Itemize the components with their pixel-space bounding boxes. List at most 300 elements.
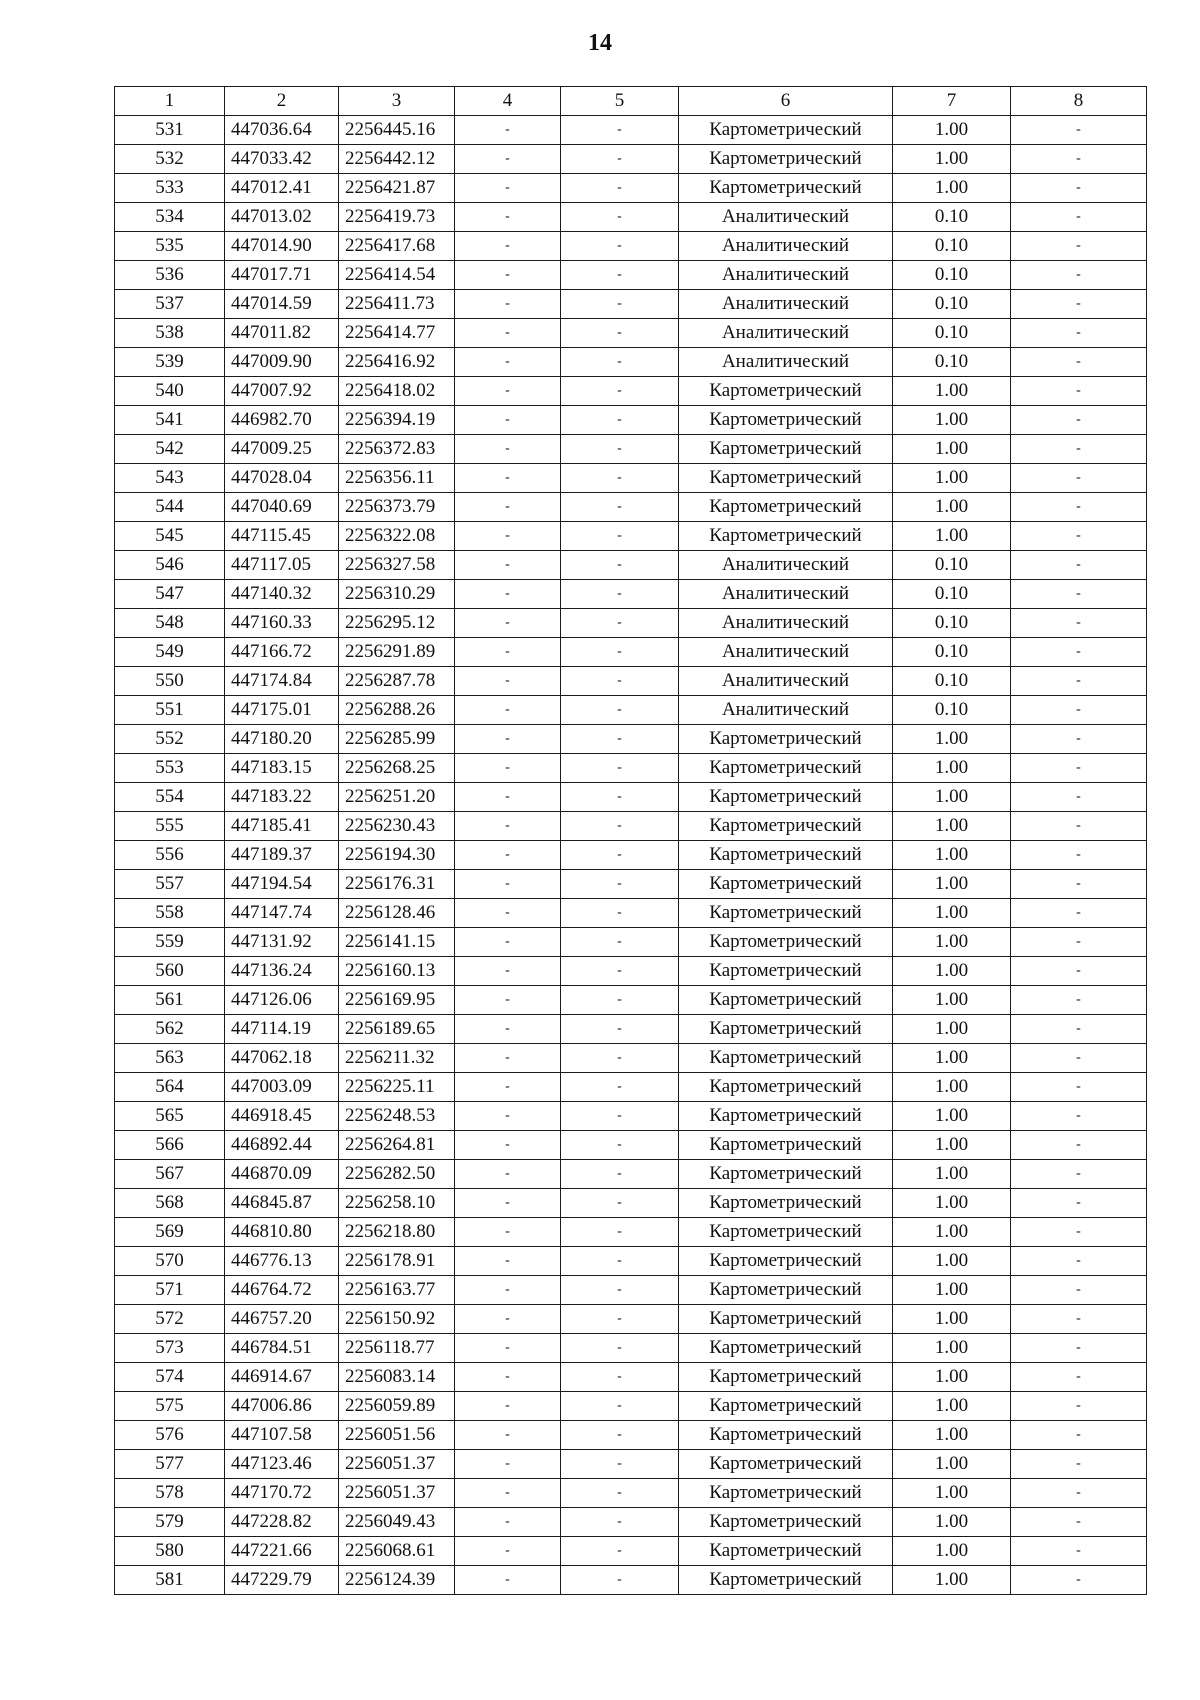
cell-col-4: - xyxy=(455,1218,561,1247)
cell-coord-x: 446845.87 xyxy=(225,1189,339,1218)
cell-accuracy: 1.00 xyxy=(893,870,1011,899)
cell-col-5: - xyxy=(561,1015,679,1044)
cell-coord-x: 446784.51 xyxy=(225,1334,339,1363)
cell-col-5: - xyxy=(561,928,679,957)
cell-col-5: - xyxy=(561,1073,679,1102)
cell-col-5: - xyxy=(561,203,679,232)
table-row xyxy=(115,1537,1147,1566)
cell-method: Картометрический xyxy=(679,725,893,754)
cell-point-number: 555 xyxy=(115,812,225,841)
cell-method: Картометрический xyxy=(679,174,893,203)
cell-coord-x: 447160.33 xyxy=(225,609,339,638)
cell-col-8: - xyxy=(1011,957,1147,986)
cell-coord-y: 2256118.77 xyxy=(339,1334,455,1363)
cell-point-number: 578 xyxy=(115,1479,225,1508)
table-row xyxy=(115,348,1147,377)
table-row xyxy=(115,1044,1147,1073)
cell-col-4: - xyxy=(455,261,561,290)
cell-col-4: - xyxy=(455,1363,561,1392)
cell-coord-x: 447033.42 xyxy=(225,145,339,174)
cell-point-number: 553 xyxy=(115,754,225,783)
cell-col-4: - xyxy=(455,1305,561,1334)
cell-col-4: - xyxy=(455,1073,561,1102)
cell-coord-y: 2256373.79 xyxy=(339,493,455,522)
cell-col-8: - xyxy=(1011,696,1147,725)
cell-col-8: - xyxy=(1011,1218,1147,1247)
cell-method: Картометрический xyxy=(679,1334,893,1363)
cell-accuracy: 0.10 xyxy=(893,696,1011,725)
column-header-4: 4 xyxy=(455,87,561,116)
cell-coord-y: 2256291.89 xyxy=(339,638,455,667)
cell-method: Картометрический xyxy=(679,1160,893,1189)
cell-col-4: - xyxy=(455,406,561,435)
cell-accuracy: 1.00 xyxy=(893,1450,1011,1479)
cell-col-8: - xyxy=(1011,1015,1147,1044)
cell-coord-y: 2256051.37 xyxy=(339,1479,455,1508)
cell-col-4: - xyxy=(455,1508,561,1537)
cell-col-8: - xyxy=(1011,1334,1147,1363)
cell-point-number: 552 xyxy=(115,725,225,754)
cell-col-5: - xyxy=(561,580,679,609)
cell-col-4: - xyxy=(455,667,561,696)
cell-point-number: 547 xyxy=(115,580,225,609)
cell-coord-y: 2256414.54 xyxy=(339,261,455,290)
table-row xyxy=(115,928,1147,957)
cell-point-number: 548 xyxy=(115,609,225,638)
cell-col-8: - xyxy=(1011,348,1147,377)
cell-col-5: - xyxy=(561,406,679,435)
cell-col-4: - xyxy=(455,928,561,957)
cell-col-5: - xyxy=(561,1363,679,1392)
cell-method: Картометрический xyxy=(679,1102,893,1131)
cell-col-8: - xyxy=(1011,1044,1147,1073)
table-row xyxy=(115,1131,1147,1160)
table-row xyxy=(115,174,1147,203)
cell-coord-y: 2256049.43 xyxy=(339,1508,455,1537)
cell-col-8: - xyxy=(1011,1566,1147,1595)
cell-coord-x: 447221.66 xyxy=(225,1537,339,1566)
cell-coord-y: 2256150.92 xyxy=(339,1305,455,1334)
cell-point-number: 535 xyxy=(115,232,225,261)
cell-col-4: - xyxy=(455,1015,561,1044)
cell-col-4: - xyxy=(455,551,561,580)
cell-method: Картометрический xyxy=(679,1537,893,1566)
cell-coord-x: 447003.09 xyxy=(225,1073,339,1102)
cell-coord-x: 447117.05 xyxy=(225,551,339,580)
cell-coord-x: 447185.41 xyxy=(225,812,339,841)
cell-accuracy: 1.00 xyxy=(893,116,1011,145)
cell-accuracy: 1.00 xyxy=(893,1044,1011,1073)
cell-coord-x: 447174.84 xyxy=(225,667,339,696)
table-row xyxy=(115,1392,1147,1421)
cell-col-5: - xyxy=(561,696,679,725)
cell-coord-x: 447183.15 xyxy=(225,754,339,783)
cell-coord-x: 447136.24 xyxy=(225,957,339,986)
table-row xyxy=(115,1363,1147,1392)
cell-col-4: - xyxy=(455,870,561,899)
cell-col-4: - xyxy=(455,957,561,986)
table-row xyxy=(115,1566,1147,1595)
cell-method: Картометрический xyxy=(679,522,893,551)
cell-coord-x: 446757.20 xyxy=(225,1305,339,1334)
cell-point-number: 573 xyxy=(115,1334,225,1363)
cell-accuracy: 1.00 xyxy=(893,1276,1011,1305)
cell-col-8: - xyxy=(1011,493,1147,522)
cell-col-5: - xyxy=(561,174,679,203)
table-row xyxy=(115,783,1147,812)
cell-accuracy: 1.00 xyxy=(893,1537,1011,1566)
cell-col-4: - xyxy=(455,638,561,667)
cell-col-8: - xyxy=(1011,1102,1147,1131)
cell-coord-x: 447166.72 xyxy=(225,638,339,667)
cell-method: Аналитический xyxy=(679,232,893,261)
cell-coord-x: 447014.59 xyxy=(225,290,339,319)
cell-coord-y: 2256251.20 xyxy=(339,783,455,812)
cell-coord-x: 447009.90 xyxy=(225,348,339,377)
cell-coord-y: 2256176.31 xyxy=(339,870,455,899)
cell-col-4: - xyxy=(455,986,561,1015)
cell-method: Аналитический xyxy=(679,609,893,638)
cell-col-5: - xyxy=(561,493,679,522)
cell-coord-y: 2256421.87 xyxy=(339,174,455,203)
cell-accuracy: 1.00 xyxy=(893,1421,1011,1450)
cell-col-4: - xyxy=(455,754,561,783)
cell-accuracy: 1.00 xyxy=(893,841,1011,870)
table-row xyxy=(115,696,1147,725)
table-row xyxy=(115,754,1147,783)
cell-col-5: - xyxy=(561,899,679,928)
cell-coord-x: 447123.46 xyxy=(225,1450,339,1479)
page-number: 14 xyxy=(588,30,612,56)
cell-accuracy: 1.00 xyxy=(893,377,1011,406)
cell-col-8: - xyxy=(1011,1479,1147,1508)
cell-point-number: 572 xyxy=(115,1305,225,1334)
cell-method: Картометрический xyxy=(679,1508,893,1537)
cell-point-number: 549 xyxy=(115,638,225,667)
cell-col-4: - xyxy=(455,609,561,638)
cell-method: Картометрический xyxy=(679,870,893,899)
coordinates-table xyxy=(114,86,1147,1595)
cell-coord-y: 2256218.80 xyxy=(339,1218,455,1247)
cell-col-8: - xyxy=(1011,1363,1147,1392)
cell-method: Картометрический xyxy=(679,1015,893,1044)
table-row xyxy=(115,1276,1147,1305)
cell-point-number: 537 xyxy=(115,290,225,319)
cell-point-number: 557 xyxy=(115,870,225,899)
cell-accuracy: 0.10 xyxy=(893,667,1011,696)
cell-col-8: - xyxy=(1011,1160,1147,1189)
cell-point-number: 533 xyxy=(115,174,225,203)
cell-coord-x: 447014.90 xyxy=(225,232,339,261)
cell-point-number: 538 xyxy=(115,319,225,348)
cell-point-number: 564 xyxy=(115,1073,225,1102)
cell-col-5: - xyxy=(561,1218,679,1247)
cell-accuracy: 1.00 xyxy=(893,725,1011,754)
cell-col-5: - xyxy=(561,841,679,870)
cell-accuracy: 0.10 xyxy=(893,348,1011,377)
cell-accuracy: 1.00 xyxy=(893,522,1011,551)
table-row xyxy=(115,319,1147,348)
cell-accuracy: 1.00 xyxy=(893,145,1011,174)
cell-col-5: - xyxy=(561,1305,679,1334)
cell-coord-x: 447107.58 xyxy=(225,1421,339,1450)
table-row xyxy=(115,580,1147,609)
cell-col-5: - xyxy=(561,145,679,174)
cell-point-number: 569 xyxy=(115,1218,225,1247)
cell-col-8: - xyxy=(1011,1450,1147,1479)
cell-accuracy: 0.10 xyxy=(893,232,1011,261)
cell-coord-y: 2256124.39 xyxy=(339,1566,455,1595)
table-row xyxy=(115,957,1147,986)
cell-method: Картометрический xyxy=(679,406,893,435)
cell-coord-y: 2256372.83 xyxy=(339,435,455,464)
table-row xyxy=(115,551,1147,580)
cell-col-4: - xyxy=(455,1160,561,1189)
cell-method: Картометрический xyxy=(679,116,893,145)
cell-col-4: - xyxy=(455,783,561,812)
cell-accuracy: 1.00 xyxy=(893,464,1011,493)
cell-col-4: - xyxy=(455,319,561,348)
cell-coord-x: 447194.54 xyxy=(225,870,339,899)
cell-coord-x: 447006.86 xyxy=(225,1392,339,1421)
cell-col-5: - xyxy=(561,551,679,580)
cell-col-4: - xyxy=(455,1421,561,1450)
cell-col-4: - xyxy=(455,232,561,261)
cell-col-8: - xyxy=(1011,1421,1147,1450)
cell-accuracy: 1.00 xyxy=(893,1479,1011,1508)
cell-col-4: - xyxy=(455,377,561,406)
cell-coord-y: 2256414.77 xyxy=(339,319,455,348)
cell-coord-x: 447013.02 xyxy=(225,203,339,232)
cell-col-5: - xyxy=(561,667,679,696)
cell-coord-y: 2256169.95 xyxy=(339,986,455,1015)
cell-point-number: 579 xyxy=(115,1508,225,1537)
cell-coord-y: 2256356.11 xyxy=(339,464,455,493)
cell-coord-y: 2256418.02 xyxy=(339,377,455,406)
cell-col-5: - xyxy=(561,116,679,145)
cell-accuracy: 1.00 xyxy=(893,1247,1011,1276)
cell-col-4: - xyxy=(455,522,561,551)
column-header-7: 7 xyxy=(893,87,1011,116)
cell-accuracy: 0.10 xyxy=(893,609,1011,638)
cell-col-5: - xyxy=(561,1421,679,1450)
table-row xyxy=(115,609,1147,638)
cell-point-number: 575 xyxy=(115,1392,225,1421)
cell-col-8: - xyxy=(1011,1392,1147,1421)
cell-accuracy: 1.00 xyxy=(893,783,1011,812)
cell-col-8: - xyxy=(1011,319,1147,348)
cell-col-4: - xyxy=(455,1247,561,1276)
cell-accuracy: 1.00 xyxy=(893,1334,1011,1363)
cell-col-5: - xyxy=(561,348,679,377)
cell-method: Картометрический xyxy=(679,1218,893,1247)
cell-accuracy: 1.00 xyxy=(893,1566,1011,1595)
cell-accuracy: 1.00 xyxy=(893,986,1011,1015)
cell-coord-x: 447040.69 xyxy=(225,493,339,522)
cell-coord-y: 2256310.29 xyxy=(339,580,455,609)
cell-col-8: - xyxy=(1011,609,1147,638)
cell-point-number: 536 xyxy=(115,261,225,290)
cell-coord-x: 447170.72 xyxy=(225,1479,339,1508)
cell-coord-x: 447140.32 xyxy=(225,580,339,609)
cell-col-8: - xyxy=(1011,377,1147,406)
cell-coord-y: 2256282.50 xyxy=(339,1160,455,1189)
cell-point-number: 534 xyxy=(115,203,225,232)
cell-col-4: - xyxy=(455,1566,561,1595)
cell-col-8: - xyxy=(1011,203,1147,232)
table-row xyxy=(115,522,1147,551)
cell-coord-x: 447183.22 xyxy=(225,783,339,812)
cell-method: Картометрический xyxy=(679,928,893,957)
table-row xyxy=(115,203,1147,232)
cell-accuracy: 1.00 xyxy=(893,957,1011,986)
cell-coord-x: 446918.45 xyxy=(225,1102,339,1131)
cell-accuracy: 0.10 xyxy=(893,290,1011,319)
table-row xyxy=(115,406,1147,435)
cell-col-4: - xyxy=(455,145,561,174)
cell-method: Аналитический xyxy=(679,261,893,290)
cell-accuracy: 1.00 xyxy=(893,1218,1011,1247)
table-row xyxy=(115,493,1147,522)
cell-coord-x: 447115.45 xyxy=(225,522,339,551)
cell-accuracy: 1.00 xyxy=(893,174,1011,203)
cell-col-4: - xyxy=(455,435,561,464)
cell-col-8: - xyxy=(1011,1508,1147,1537)
cell-col-5: - xyxy=(561,1247,679,1276)
table-row xyxy=(115,1015,1147,1044)
cell-accuracy: 1.00 xyxy=(893,812,1011,841)
cell-point-number: 546 xyxy=(115,551,225,580)
cell-method: Картометрический xyxy=(679,1392,893,1421)
cell-coord-x: 447126.06 xyxy=(225,986,339,1015)
cell-col-8: - xyxy=(1011,1073,1147,1102)
cell-col-8: - xyxy=(1011,928,1147,957)
cell-col-8: - xyxy=(1011,145,1147,174)
cell-coord-x: 447175.01 xyxy=(225,696,339,725)
cell-col-8: - xyxy=(1011,638,1147,667)
column-header-1: 1 xyxy=(115,87,225,116)
cell-col-8: - xyxy=(1011,1537,1147,1566)
cell-accuracy: 1.00 xyxy=(893,1131,1011,1160)
table-row xyxy=(115,145,1147,174)
cell-method: Аналитический xyxy=(679,667,893,696)
cell-col-4: - xyxy=(455,580,561,609)
cell-col-4: - xyxy=(455,725,561,754)
table-row xyxy=(115,1305,1147,1334)
cell-accuracy: 1.00 xyxy=(893,1508,1011,1537)
cell-method: Картометрический xyxy=(679,493,893,522)
cell-method: Картометрический xyxy=(679,1421,893,1450)
cell-coord-y: 2256178.91 xyxy=(339,1247,455,1276)
cell-method: Картометрический xyxy=(679,1073,893,1102)
cell-col-5: - xyxy=(561,1566,679,1595)
cell-col-4: - xyxy=(455,812,561,841)
cell-accuracy: 1.00 xyxy=(893,1363,1011,1392)
table-row xyxy=(115,290,1147,319)
cell-col-5: - xyxy=(561,522,679,551)
cell-method: Аналитический xyxy=(679,551,893,580)
cell-col-8: - xyxy=(1011,261,1147,290)
cell-coord-y: 2256059.89 xyxy=(339,1392,455,1421)
table-row xyxy=(115,1421,1147,1450)
cell-method: Картометрический xyxy=(679,986,893,1015)
table-row xyxy=(115,667,1147,696)
column-header-6: 6 xyxy=(679,87,893,116)
cell-accuracy: 0.10 xyxy=(893,580,1011,609)
cell-col-8: - xyxy=(1011,1276,1147,1305)
cell-point-number: 570 xyxy=(115,1247,225,1276)
column-header-8: 8 xyxy=(1011,87,1147,116)
cell-point-number: 550 xyxy=(115,667,225,696)
cell-col-5: - xyxy=(561,435,679,464)
cell-point-number: 568 xyxy=(115,1189,225,1218)
cell-coord-y: 2256419.73 xyxy=(339,203,455,232)
column-header-2: 2 xyxy=(225,87,339,116)
cell-col-8: - xyxy=(1011,725,1147,754)
cell-col-5: - xyxy=(561,609,679,638)
cell-accuracy: 1.00 xyxy=(893,1392,1011,1421)
cell-col-8: - xyxy=(1011,1189,1147,1218)
cell-coord-y: 2256225.11 xyxy=(339,1073,455,1102)
cell-col-4: - xyxy=(455,174,561,203)
cell-coord-x: 446764.72 xyxy=(225,1276,339,1305)
cell-coord-x: 447062.18 xyxy=(225,1044,339,1073)
table-row xyxy=(115,116,1147,145)
table-row xyxy=(115,638,1147,667)
cell-col-5: - xyxy=(561,261,679,290)
cell-method: Аналитический xyxy=(679,348,893,377)
cell-coord-y: 2256141.15 xyxy=(339,928,455,957)
cell-col-5: - xyxy=(561,1392,679,1421)
cell-coord-x: 447009.25 xyxy=(225,435,339,464)
table-row xyxy=(115,1450,1147,1479)
cell-point-number: 531 xyxy=(115,116,225,145)
cell-col-5: - xyxy=(561,754,679,783)
cell-point-number: 545 xyxy=(115,522,225,551)
cell-method: Картометрический xyxy=(679,1566,893,1595)
cell-coord-x: 447036.64 xyxy=(225,116,339,145)
cell-point-number: 542 xyxy=(115,435,225,464)
cell-col-5: - xyxy=(561,1160,679,1189)
cell-col-8: - xyxy=(1011,174,1147,203)
cell-point-number: 574 xyxy=(115,1363,225,1392)
cell-point-number: 567 xyxy=(115,1160,225,1189)
cell-col-5: - xyxy=(561,232,679,261)
cell-col-5: - xyxy=(561,377,679,406)
cell-accuracy: 1.00 xyxy=(893,1015,1011,1044)
cell-method: Картометрический xyxy=(679,1131,893,1160)
table-row xyxy=(115,1102,1147,1131)
cell-point-number: 561 xyxy=(115,986,225,1015)
cell-point-number: 566 xyxy=(115,1131,225,1160)
table-row xyxy=(115,1073,1147,1102)
table-header xyxy=(115,87,1147,116)
table-row xyxy=(115,1334,1147,1363)
cell-col-5: - xyxy=(561,812,679,841)
cell-point-number: 540 xyxy=(115,377,225,406)
cell-col-5: - xyxy=(561,725,679,754)
cell-col-5: - xyxy=(561,1334,679,1363)
cell-point-number: 556 xyxy=(115,841,225,870)
cell-point-number: 581 xyxy=(115,1566,225,1595)
cell-col-4: - xyxy=(455,841,561,870)
cell-col-4: - xyxy=(455,203,561,232)
cell-col-5: - xyxy=(561,464,679,493)
cell-accuracy: 1.00 xyxy=(893,928,1011,957)
cell-method: Картометрический xyxy=(679,1247,893,1276)
cell-coord-y: 2256051.56 xyxy=(339,1421,455,1450)
cell-col-5: - xyxy=(561,1537,679,1566)
